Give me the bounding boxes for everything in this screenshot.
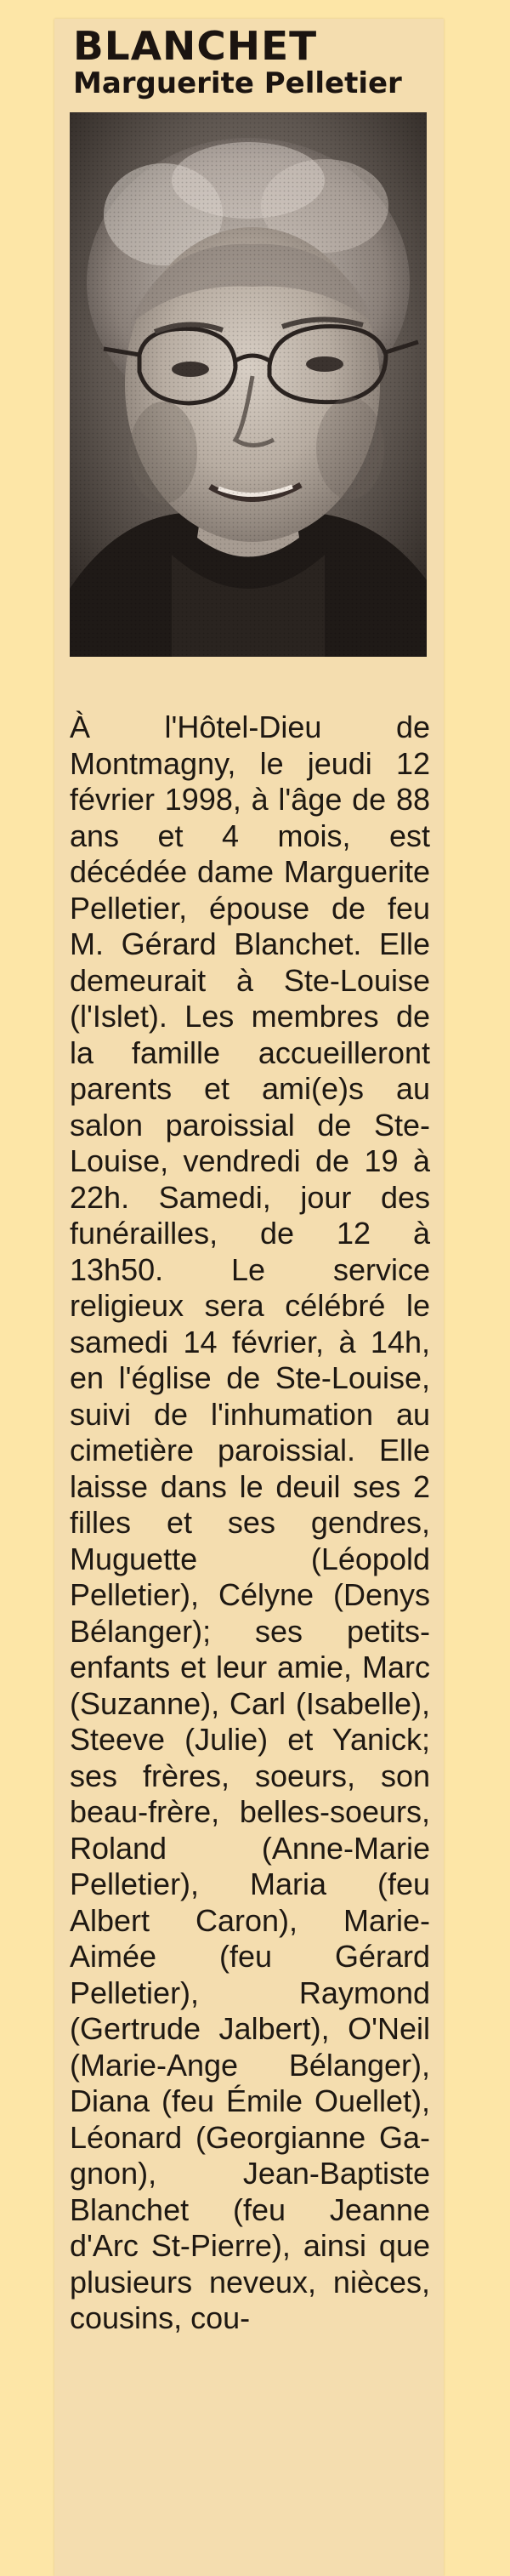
portrait-photo <box>70 112 427 657</box>
full-name-subheading: Marguerite Pelletier <box>73 66 402 100</box>
obituary-clipping <box>54 19 444 2576</box>
obituary-body-text: À l'Hôtel-Dieu de Montmagny, le jeudi 12 février 1998, à l'âge de 88 ans et 4 mois, est décédée dame Marguerite Pelletier, épouse de feu M. Gérard Blanchet. Elle demeurait à Ste-Louise (l'Islet). Les membres de la famille accueilleront parents et ami(e)s au salon paroissial de Ste-Louise, vendredi de 19 à 22h. Samedi, jour des funérailles, de 12 à 13h50. Le service religieux sera célébré le samedi 14 février, à 14h, en l'église de Ste-Louise, suivi de l'inhumation au cimetière paroissial. Elle laisse dans le deuil ses 2 filles et ses gendres, Muguette (Léopold Pelletier), Célyne (Denys Bélanger); ses petits-enfants et leur amie, Marc (Suzanne), Carl (Isabelle), Steeve (Julie) et Yanick; ses frères, soeurs, son beau-frère, belles-soeurs, Roland (Anne-Marie Pelletier), Maria (feu Albert Caron), Marie-Aimée (feu Gérard Pelletier), Raymond (Gertrude Jalbert), O'Neil (Marie-Ange Bélanger), Diana (feu Émile Ouellet), Léonard (Georgianne Gagnon), Jean-Baptiste Blanchet (feu Jeanne d'Arc St-Pierre), ainsi que plusieurs neveux, nièces, cousins, cou- <box>70 710 430 2335</box>
surname-heading: BLANCHET <box>73 23 318 69</box>
